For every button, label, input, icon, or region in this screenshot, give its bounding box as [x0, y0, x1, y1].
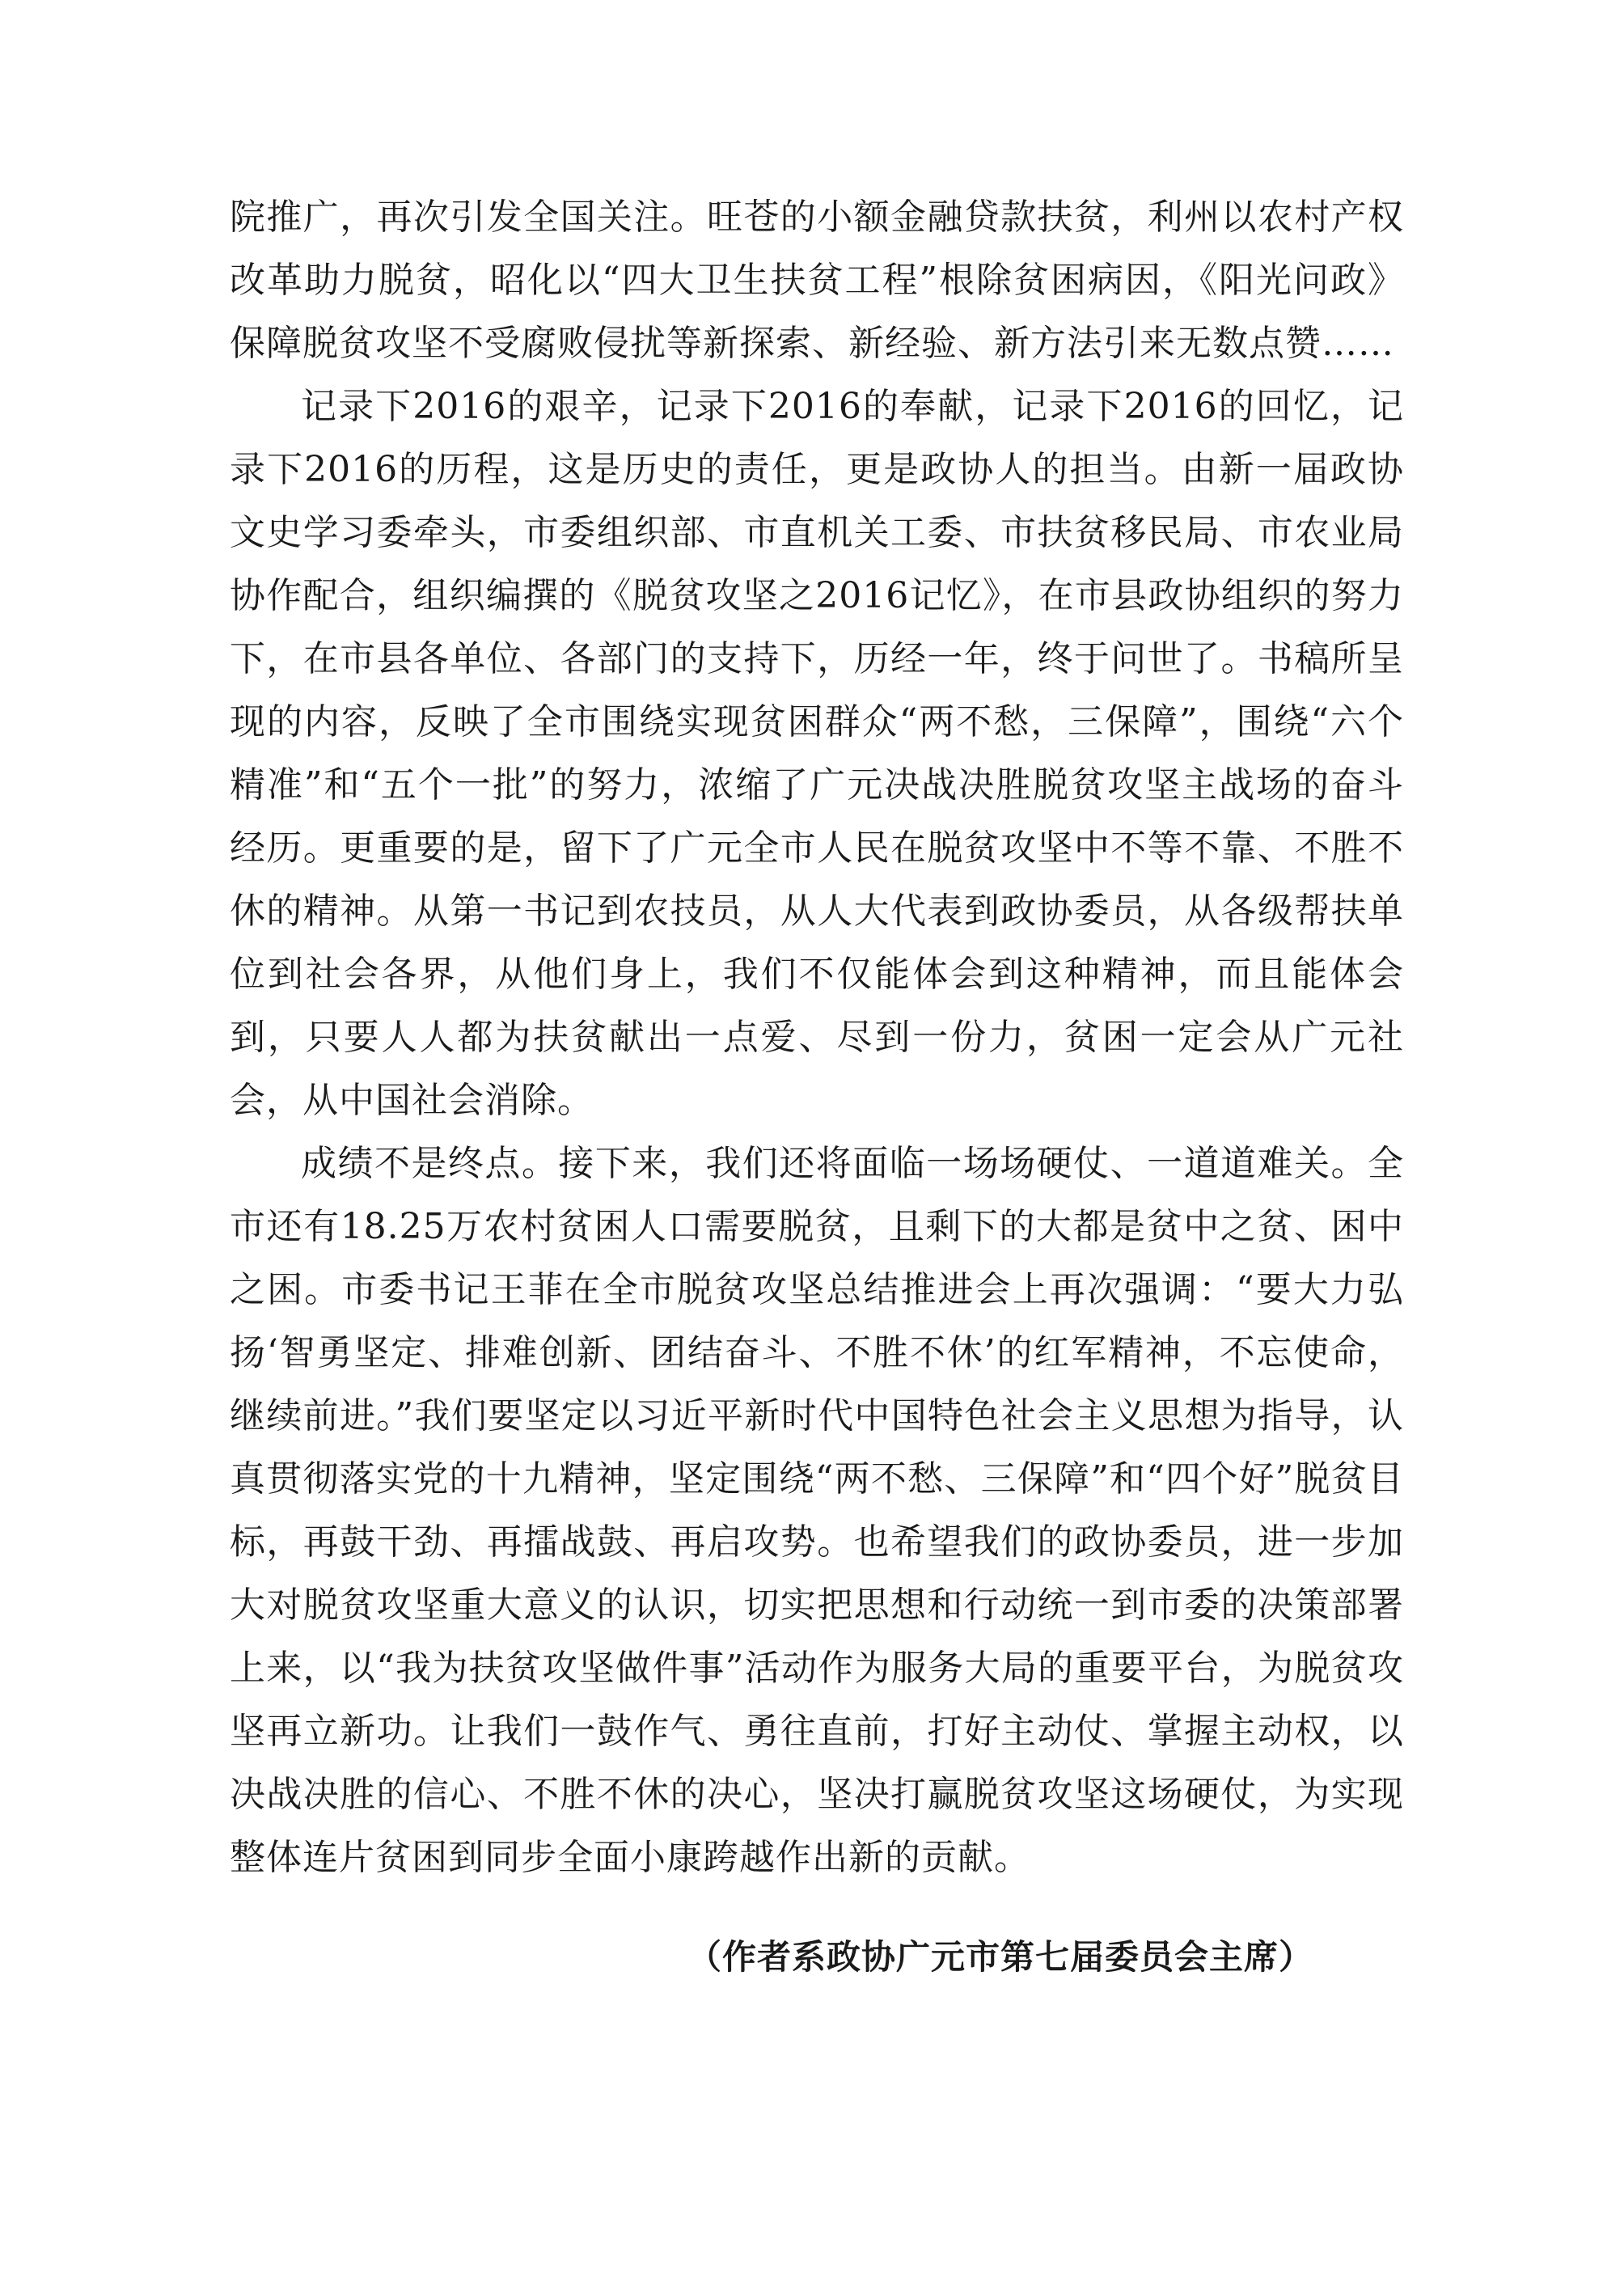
author-signature: （作者系政协广元市第七届委员会主席） — [687, 1937, 1313, 1977]
paragraph-record-2016: 记录下2016的艰辛，记录下2016的奉献，记录下2016的回忆，记录下2016的历程，这是历史的责任，更是政协人的担当。由新一届政协文史学习委牵头，市委组织部、市直机关工委、市扶贫移民局、市农业局协作配合，组织编撰的《脱贫攻坚之2016记忆》，在市县政协组织的努力下，在市县各单位、各部门的支持下，历经一年，终于问世了。书稿所呈现的内容，反映了全市围绕实现贫困群众“两不愁，三保障”，围绕“六个精准”和“五个一批”的努力，浓缩了广元决战决胜脱贫攻坚主战场的奋斗经历。更重要的是，留下了广元全市人民在脱贫攻坚中不等不靠、不胜不休的精神。从第一书记到农技员，从人大代表到政协委员，从各级帮扶单位到社会各界，从他们身上，我们不仅能体会到这种精神，而且能体会到，只要人人都为扶贫献出一点爱、尽到一份力，贫困一定会从广元社会，从中国社会消除。 — [230, 386, 1404, 1121]
paragraph-continued: 院推广，再次引发全国关注。旺苍的小额金融贷款扶贫，利州以农村产权改革助力脱贫，昭化以“四大卫生扶贫工程”根除贫困病因，《阳光问政》保障脱贫攻坚不受腐败侵扰等新探索、新经验、新方法引来无数点赞…… — [230, 197, 1404, 364]
article-body — [230, 186, 1404, 1889]
paragraph-not-the-end: 成绩不是终点。接下来，我们还将面临一场场硬仗、一道道难关。全市还有18.25万农村贫困人口需要脱贫，且剩下的大都是贫中之贫、困中之困。市委书记王菲在全市脱贫攻坚总结推进会上再次强调：“要大力弘扬‘智勇坚定、排难创新、团结奋斗、不胜不休’的红军精神，不忘使命，继续前进。”我们要坚定以习近平新时代中国特色社会主义思想为指导，认真贯彻落实党的十九精神，坚定围绕“两不愁、三保障”和“四个好”脱贫目标，再鼓干劲、再擂战鼓、再启攻势。也希望我们的政协委员，进一步加大对脱贫攻坚重大意义的认识，切实把思想和行动统一到市委的决策部署上来，以“我为扶贫攻坚做件事”活动作为服务大局的重要平台，为脱贫攻坚再立新功。让我们一鼓作气、勇往直前，打好主动仗、掌握主动权，以决战决胜的信心、不胜不休的决心，坚决打赢脱贫攻坚这场硬仗，为实现整体连片贫困到同步全面小康跨越作出新的贡献。 — [230, 1143, 1404, 1878]
